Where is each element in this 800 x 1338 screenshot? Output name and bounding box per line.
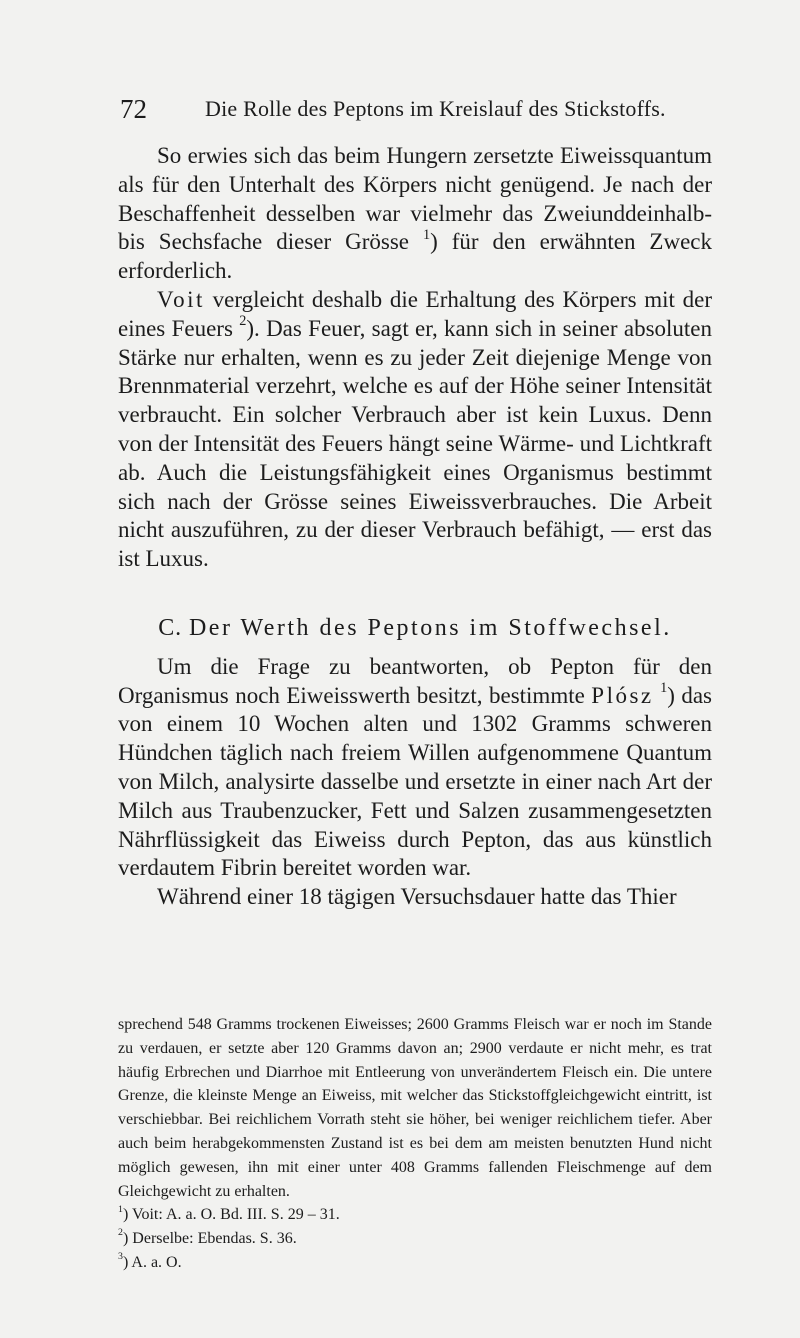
footnote-area xyxy=(118,1013,712,1275)
paragraph-3 xyxy=(118,653,712,883)
footnote-reference: 1 xyxy=(422,226,431,243)
paragraph-3-text-continued: ) das von einem 10 Wochen alten und 1302 Gramms schweren Hündchen täglich nach freiem Willen aufgenommene Quantum von Milch, analysirte dasselbe und ersetzte in einer nach Art der Milch aus Traubenzucker, Fett und Salzen zusammengesetzten Nährflüssigkeit das Eiweiss durch Pepton, das aus künstlich verdautem Fibrin bereitet worden war. xyxy=(118,682,712,881)
paragraph-2 xyxy=(118,286,712,574)
footnote-text: ) Derselbe: Ebendas. S. 36. xyxy=(122,1230,297,1248)
paragraph-3-text: Um die Frage zu beantworten, ob Pepton für den Organismus noch Eiweisswerth besitzt, bestimmte xyxy=(118,653,712,708)
footnote-item xyxy=(118,1251,712,1275)
footnote-item xyxy=(118,1227,712,1251)
section-title: Der Werth des Peptons im Stoffwechsel. xyxy=(188,614,672,641)
paragraph-2-text: vergleicht deshalb die Erhaltung des Körpers mit der eines Feuers xyxy=(118,286,712,341)
paragraph-1 xyxy=(118,142,712,286)
paragraph-1-text: So erwies sich das beim Hungern zersetzte Eiweissquantum als für den Unterhalt des Körpers nicht genügend. Je nach der Beschaffenheit desselben war vielmehr das Zweiunddeinhalb- bis Sechsfache dieser Grösse xyxy=(118,143,712,255)
footnote-item xyxy=(118,1203,712,1227)
paragraph-4 xyxy=(118,883,712,912)
page-number: 72 xyxy=(120,94,147,124)
footnote-marker: 3 xyxy=(118,1251,123,1263)
footnote-marker: 1 xyxy=(118,1203,123,1215)
footnote-text: ) A. a. O. xyxy=(122,1253,182,1271)
running-head xyxy=(120,94,720,128)
footnote-list xyxy=(118,1203,712,1274)
paragraph-2-text-continued: ). Das Feuer, sagt er, kann sich in seiner absoluten Stärke nur erhalten, wenn es zu jeder Zeit diejenige Menge von Brennmaterial verzehrt, welche es auf der Höhe seiner Intensität verbraucht. Ein solcher Verbrauch aber ist kein Luxus. Denn von der Intensität des Feuers hängt seine Wärme- und Lichtkraft ab. Auch die Leistungsfähigkeit eines Organismus bestimmt sich nach der Grösse seines Eiweissverbrauches. Die Arbeit nicht auszuführen, zu der dieser Verbrauch befähigt, — erst das ist Luxus. xyxy=(118,315,713,572)
paragraph-1-text-continued: ) für den erwähnten Zweck erforderlich. xyxy=(118,229,712,284)
main-text xyxy=(118,142,712,912)
author-name-voit: Voit xyxy=(157,286,205,312)
paragraph-4-text: Während einer 18 tägigen Versuchsdauer hatte das Thier xyxy=(157,884,677,910)
section-letter: C. xyxy=(158,614,183,641)
author-name-plosz: Plósz xyxy=(591,682,654,708)
footnote-marker: 2 xyxy=(118,1227,123,1239)
footnote-reference: 2 xyxy=(239,313,247,329)
footnote-text: ) Voit: A. a. O. Bd. III. S. 29 – 31. xyxy=(122,1206,340,1224)
footnote-reference: 1 xyxy=(660,679,668,696)
section-heading xyxy=(118,614,712,643)
running-title: Die Rolle des Peptons im Kreislauf des Stickstoffs. xyxy=(205,96,666,121)
footnote-continuation: sprechend 548 Gramms trockenen Eiweisses; 2600 Gramms Fleisch war er noch im Stande zu verdauen, er setzte aber 120 Gramms davon an; 2900 verdaute er nicht mehr, es trat häufig Erbrechen und Diarrhoe mit Entleerung von unverändertem Fleisch ein. Die untere Grenze, die kleinste Menge an Eiweiss, mit welcher das Stickstoffgleichgewicht eintritt, ist verschiebbar. Bei reichlichem Vorrath steht sie höher, bei weniger reichlichem tiefer. Aber auch beim herabgekommensten Zustand ist es bei dem am meisten benutzten Hund nicht möglich gewesen, ihn mit einer unter 408 Gramms fallenden Fleischmenge auf dem Gleichgewicht zu erhalten. xyxy=(118,1016,712,1200)
